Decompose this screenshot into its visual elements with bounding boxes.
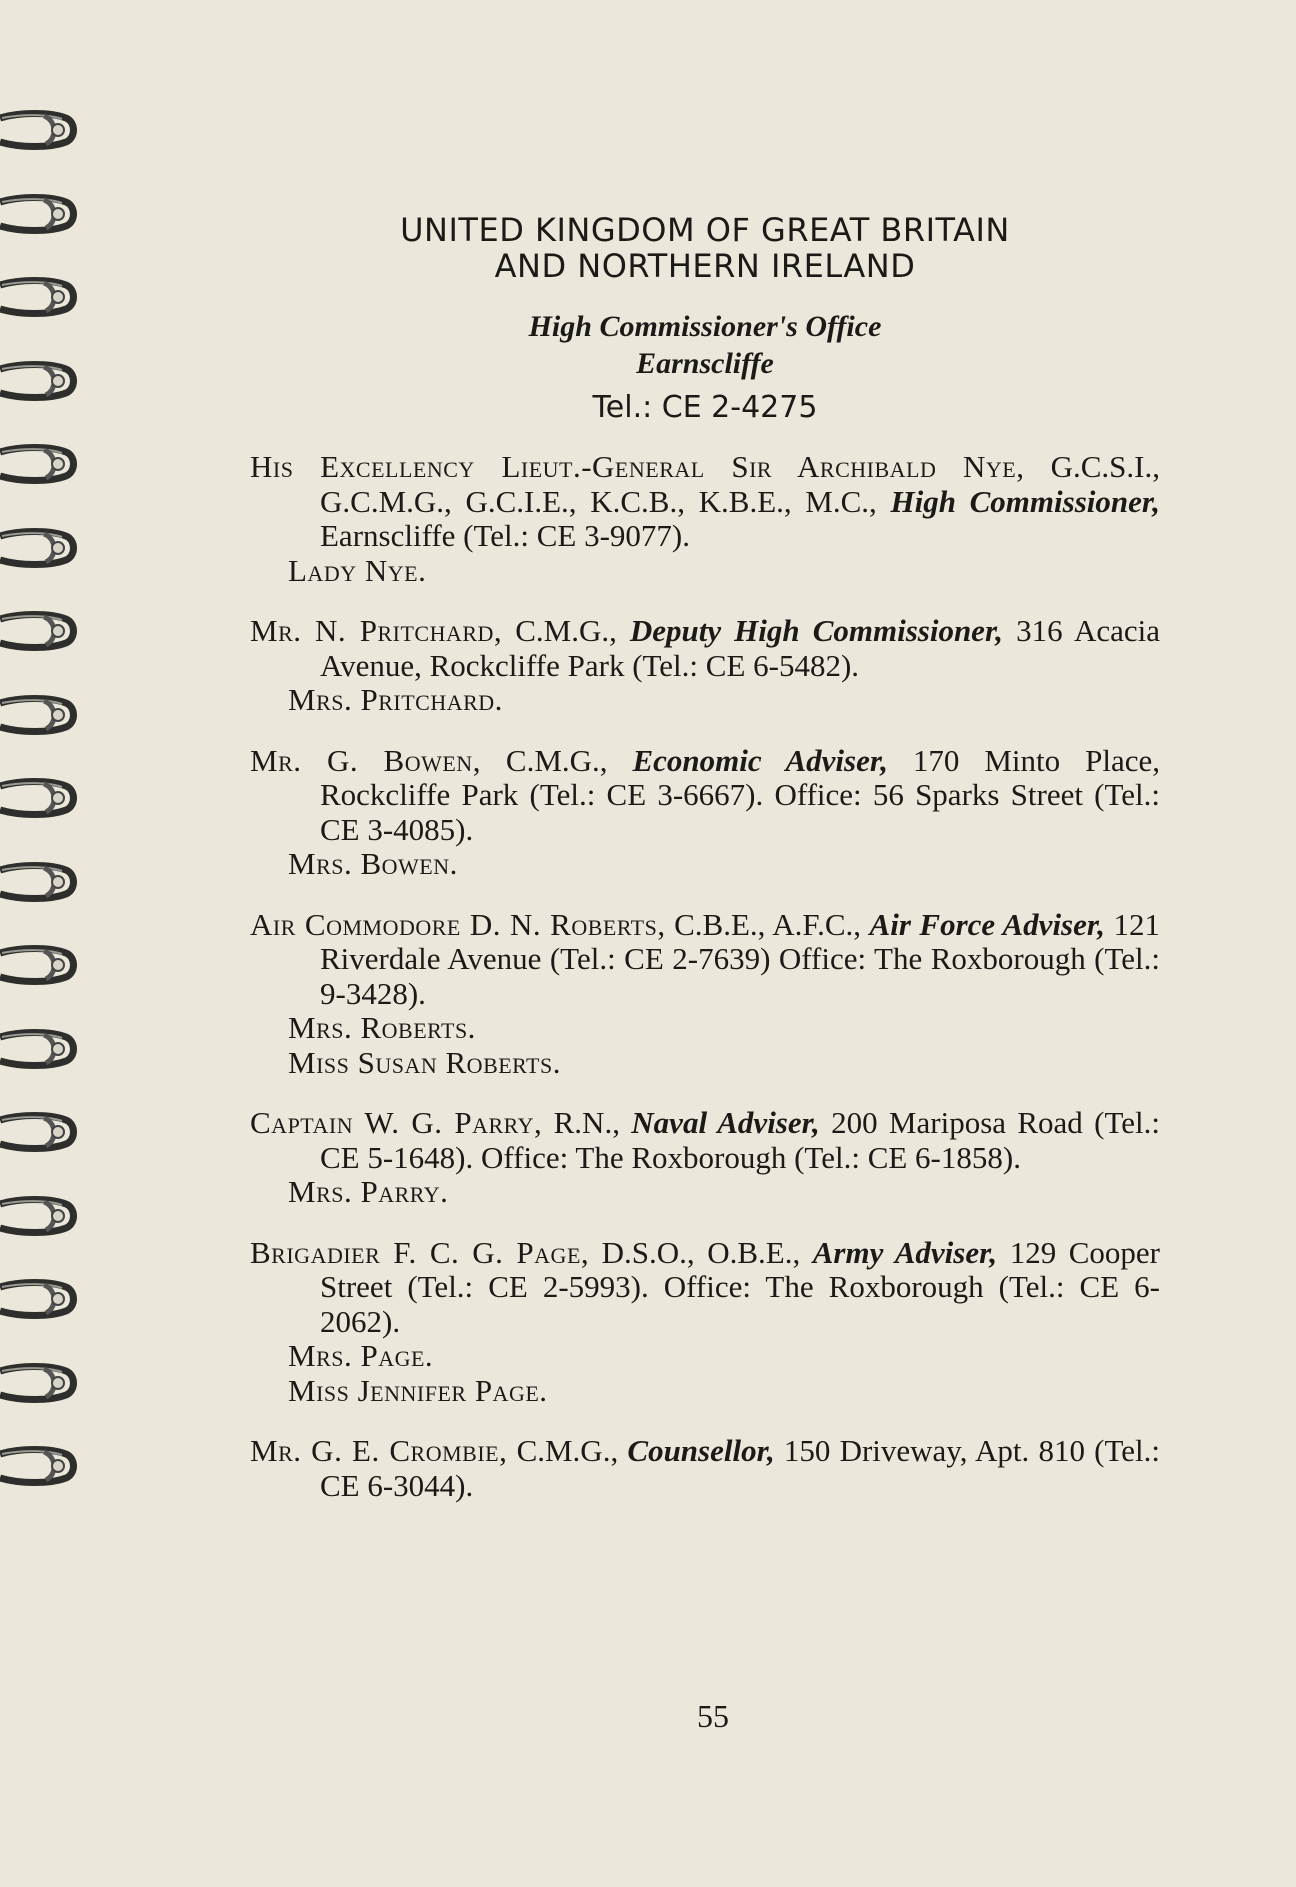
binding-coil [0, 1110, 78, 1154]
person-name: His Excellency Lieut.-General Sir Archibald Nye, [250, 449, 1025, 484]
office-block [250, 308, 1160, 382]
office-line-1: High Commissioner's Office [528, 310, 882, 343]
person-name: Mr. N. Pritchard, [250, 613, 503, 648]
decorations: C.M.G., [502, 613, 630, 648]
decorations: C.B.E., A.F.C., [665, 906, 870, 942]
entry-description [250, 1434, 1160, 1503]
decorations: D.S.O., O.B.E., [589, 1234, 813, 1270]
spiral-binding [0, 0, 80, 1887]
staff-list [250, 450, 1160, 1503]
office-telephone: Tel.: CE 2-4275 [592, 390, 818, 425]
role-title: Counsellor, [627, 1433, 775, 1468]
binding-coil [0, 1277, 78, 1321]
family-member: Miss Susan Roberts. [288, 1044, 561, 1080]
person-name: Brigadier F. C. G. Page, [250, 1234, 590, 1270]
decorations: G.C.S.I., G.C.M.G., G.C.I.E., K.C.B., K.B.E., M.C., [320, 449, 1160, 519]
address-details: 150 Driveway, Apt. 810 (Tel.: CE 6-3044). [320, 1433, 1160, 1503]
staff-entry [250, 1236, 1160, 1409]
binding-coil [0, 1444, 78, 1488]
entry-description [250, 450, 1160, 554]
heading-line-2: AND NORTHERN IRELAND [494, 247, 916, 285]
binding-coil [0, 943, 78, 987]
family-member: Mrs. Pritchard. [288, 682, 503, 717]
binding-coil [0, 526, 78, 570]
heading-line-1: UNITED KINGDOM OF GREAT BRITAIN [400, 211, 1010, 249]
family-member: Lady Nye. [288, 552, 427, 588]
binding-coil [0, 442, 78, 486]
entry-description [250, 1236, 1160, 1340]
staff-entry [250, 614, 1160, 718]
binding-coil [0, 1361, 78, 1405]
role-title: Deputy High Commissioner, [629, 613, 1004, 648]
entry-description [250, 908, 1160, 1012]
role-title: Naval Adviser, [631, 1105, 820, 1140]
person-name: Mr. G. Bowen, [250, 742, 481, 778]
entry-description [250, 744, 1160, 848]
address-details: 316 Acacia Avenue, Rockcliffe Park (Tel.: CE 6-5482). [320, 613, 1160, 683]
binding-coil [0, 860, 78, 904]
decorations: C.M.G., [507, 1433, 628, 1468]
family-member: Miss Jennifer Page. [288, 1372, 548, 1408]
role-title: High Commissioner, [890, 483, 1160, 519]
binding-coil [0, 359, 78, 403]
role-title: Economic Adviser, [632, 742, 888, 778]
entry-description [250, 614, 1160, 683]
family-member: Mrs. Parry. [288, 1174, 449, 1209]
decorations: R.N., [542, 1105, 632, 1140]
address-details: 129 Cooper Street (Tel.: CE 2-5993). Office: The Roxborough (Tel.: CE 6-2062). [320, 1234, 1160, 1339]
decorations: C.M.G., [480, 742, 633, 778]
binding-coil [0, 1194, 78, 1238]
staff-entry [250, 744, 1160, 882]
person-name: Air Commodore D. N. Roberts, [250, 906, 666, 942]
page-content [250, 212, 1160, 1529]
address-details: Earnscliffe (Tel.: CE 3-9077). [320, 518, 691, 553]
binding-coil [0, 776, 78, 820]
person-name: Mr. G. E. Crombie, [250, 1433, 508, 1468]
role-title: Air Force Adviser, [869, 906, 1105, 942]
binding-coil [0, 192, 78, 236]
family-member: Mrs. Page. [288, 1338, 434, 1373]
family-member: Mrs. Roberts. [288, 1010, 476, 1045]
person-name: Captain W. G. Parry, [250, 1105, 543, 1140]
staff-entry [250, 908, 1160, 1081]
role-title: Army Adviser, [812, 1234, 998, 1270]
binding-coil [0, 108, 78, 152]
staff-entry [250, 1434, 1160, 1503]
binding-coil [0, 609, 78, 653]
family-member: Mrs. Bowen. [288, 846, 458, 881]
page-heading [250, 212, 1160, 284]
entry-description [250, 1106, 1160, 1175]
binding-coil [0, 275, 78, 319]
address-details: 170 Minto Place, Rockcliffe Park (Tel.: CE 3-6667). Office: 56 Sparks Street (Tel.: CE 3-4085). [320, 742, 1160, 847]
staff-entry [250, 1106, 1160, 1210]
address-details: 200 Mariposa Road (Tel.: CE 5-1648). Office: The Roxborough (Tel.: CE 6-1858). [320, 1105, 1160, 1175]
binding-coil [0, 1027, 78, 1071]
staff-entry [250, 450, 1160, 588]
address-details: 121 Riverdale Avenue (Tel.: CE 2-7639) Office: The Roxborough (Tel.: 9-3428). [320, 906, 1160, 1011]
binding-coil [0, 693, 78, 737]
office-line-2: Earnscliffe [636, 347, 774, 380]
page-number: 55 [697, 1698, 729, 1734]
